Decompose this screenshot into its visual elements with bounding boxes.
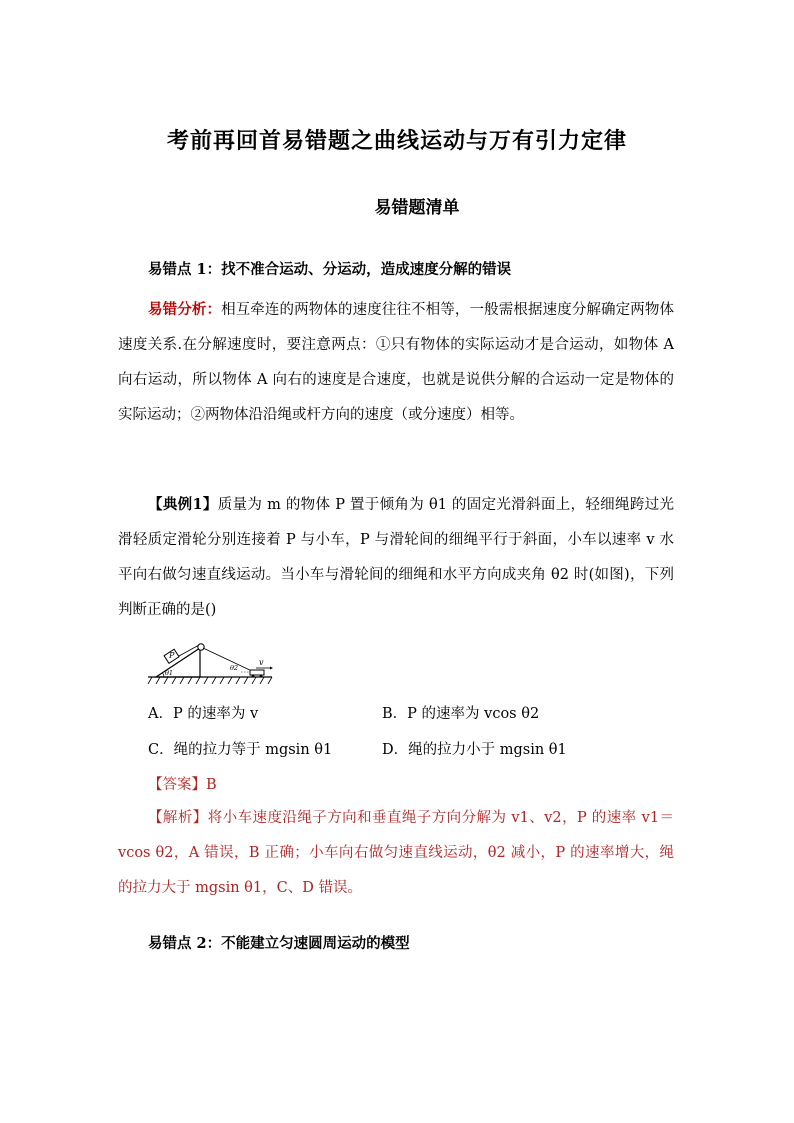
- answer-line: 【答案】B: [148, 777, 217, 793]
- option-c: C．绳的拉力等于 mgsin θ1: [148, 742, 333, 758]
- analysis-label: 易错分析：: [148, 301, 222, 318]
- label-v: v: [259, 658, 264, 667]
- section-subtitle: 易错题清单: [374, 198, 460, 218]
- explanation-paragraph: [118, 801, 674, 906]
- label-theta2: θ2: [230, 664, 239, 672]
- rope-to-cart: [203, 648, 254, 672]
- label-theta1: θ1: [165, 669, 174, 677]
- error-point-1-heading: 易错点 1：找不准合运动、分运动，造成速度分解的错误: [148, 261, 512, 278]
- cart-wheel: [260, 675, 263, 678]
- error-point-2-heading: 易错点 2：不能建立匀速圆周运动的模型: [148, 935, 410, 952]
- error-analysis-paragraph: [118, 292, 674, 433]
- example-text: 质量为 m 的物体 P 置于倾角为 θ1 的固定光滑斜面上，轻细绳跨过光滑轻质定滑轮分别连接着 P 与小车，P 与滑轮间的细绳平行于斜面，小车以速率 v 水平向右做匀速直线运动。当小车与滑轮间的细绳和水平方向成夹角 θ2 时(如图)，下列判断正确的是(): [118, 497, 674, 618]
- explanation-text: 将小车速度沿绳子方向和垂直绳子方向分解为 v1、v2，P 的速率 v1＝vcos θ2，A 错误，B 正确；小车向右做匀速直线运动，θ2 减小，P 的速率增大，绳的拉力大于 mgsin θ1，C、D 错误。: [118, 810, 674, 896]
- option-b: B．P 的速率为 vcos θ2: [382, 706, 540, 722]
- cart: [250, 670, 264, 675]
- velocity-arrowhead: [270, 667, 273, 670]
- incline-pulley-figure: [146, 640, 276, 686]
- option-d: D．绳的拉力小于 mgsin θ1: [382, 742, 567, 758]
- explanation-label: 【解析】: [148, 810, 208, 826]
- cart-wheel: [252, 675, 255, 678]
- incline-slope: [156, 648, 200, 677]
- ground-hatch: [148, 677, 272, 684]
- example-1-paragraph: [118, 487, 674, 628]
- analysis-text: 相互牵连的两物体的速度往往不相等，一般需根据速度分解确定两物体速度关系.在分解速度时，要注意两点：①只有物体的实际运动才是合运动，如物体 A 向右运动，所以物体 A 向右的速度是合速度，也就是说供分解的合运动一定是物体的实际运动；②两物体沿沿绳或杆方向的速度（或分速度）相等。: [118, 302, 675, 423]
- example-label: 【典例1】: [148, 496, 218, 513]
- label-p: P: [169, 651, 175, 660]
- page-title: 考前再回首易错题之曲线运动与万有引力定律: [166, 128, 627, 154]
- option-a: A．P 的速率为 v: [148, 706, 259, 722]
